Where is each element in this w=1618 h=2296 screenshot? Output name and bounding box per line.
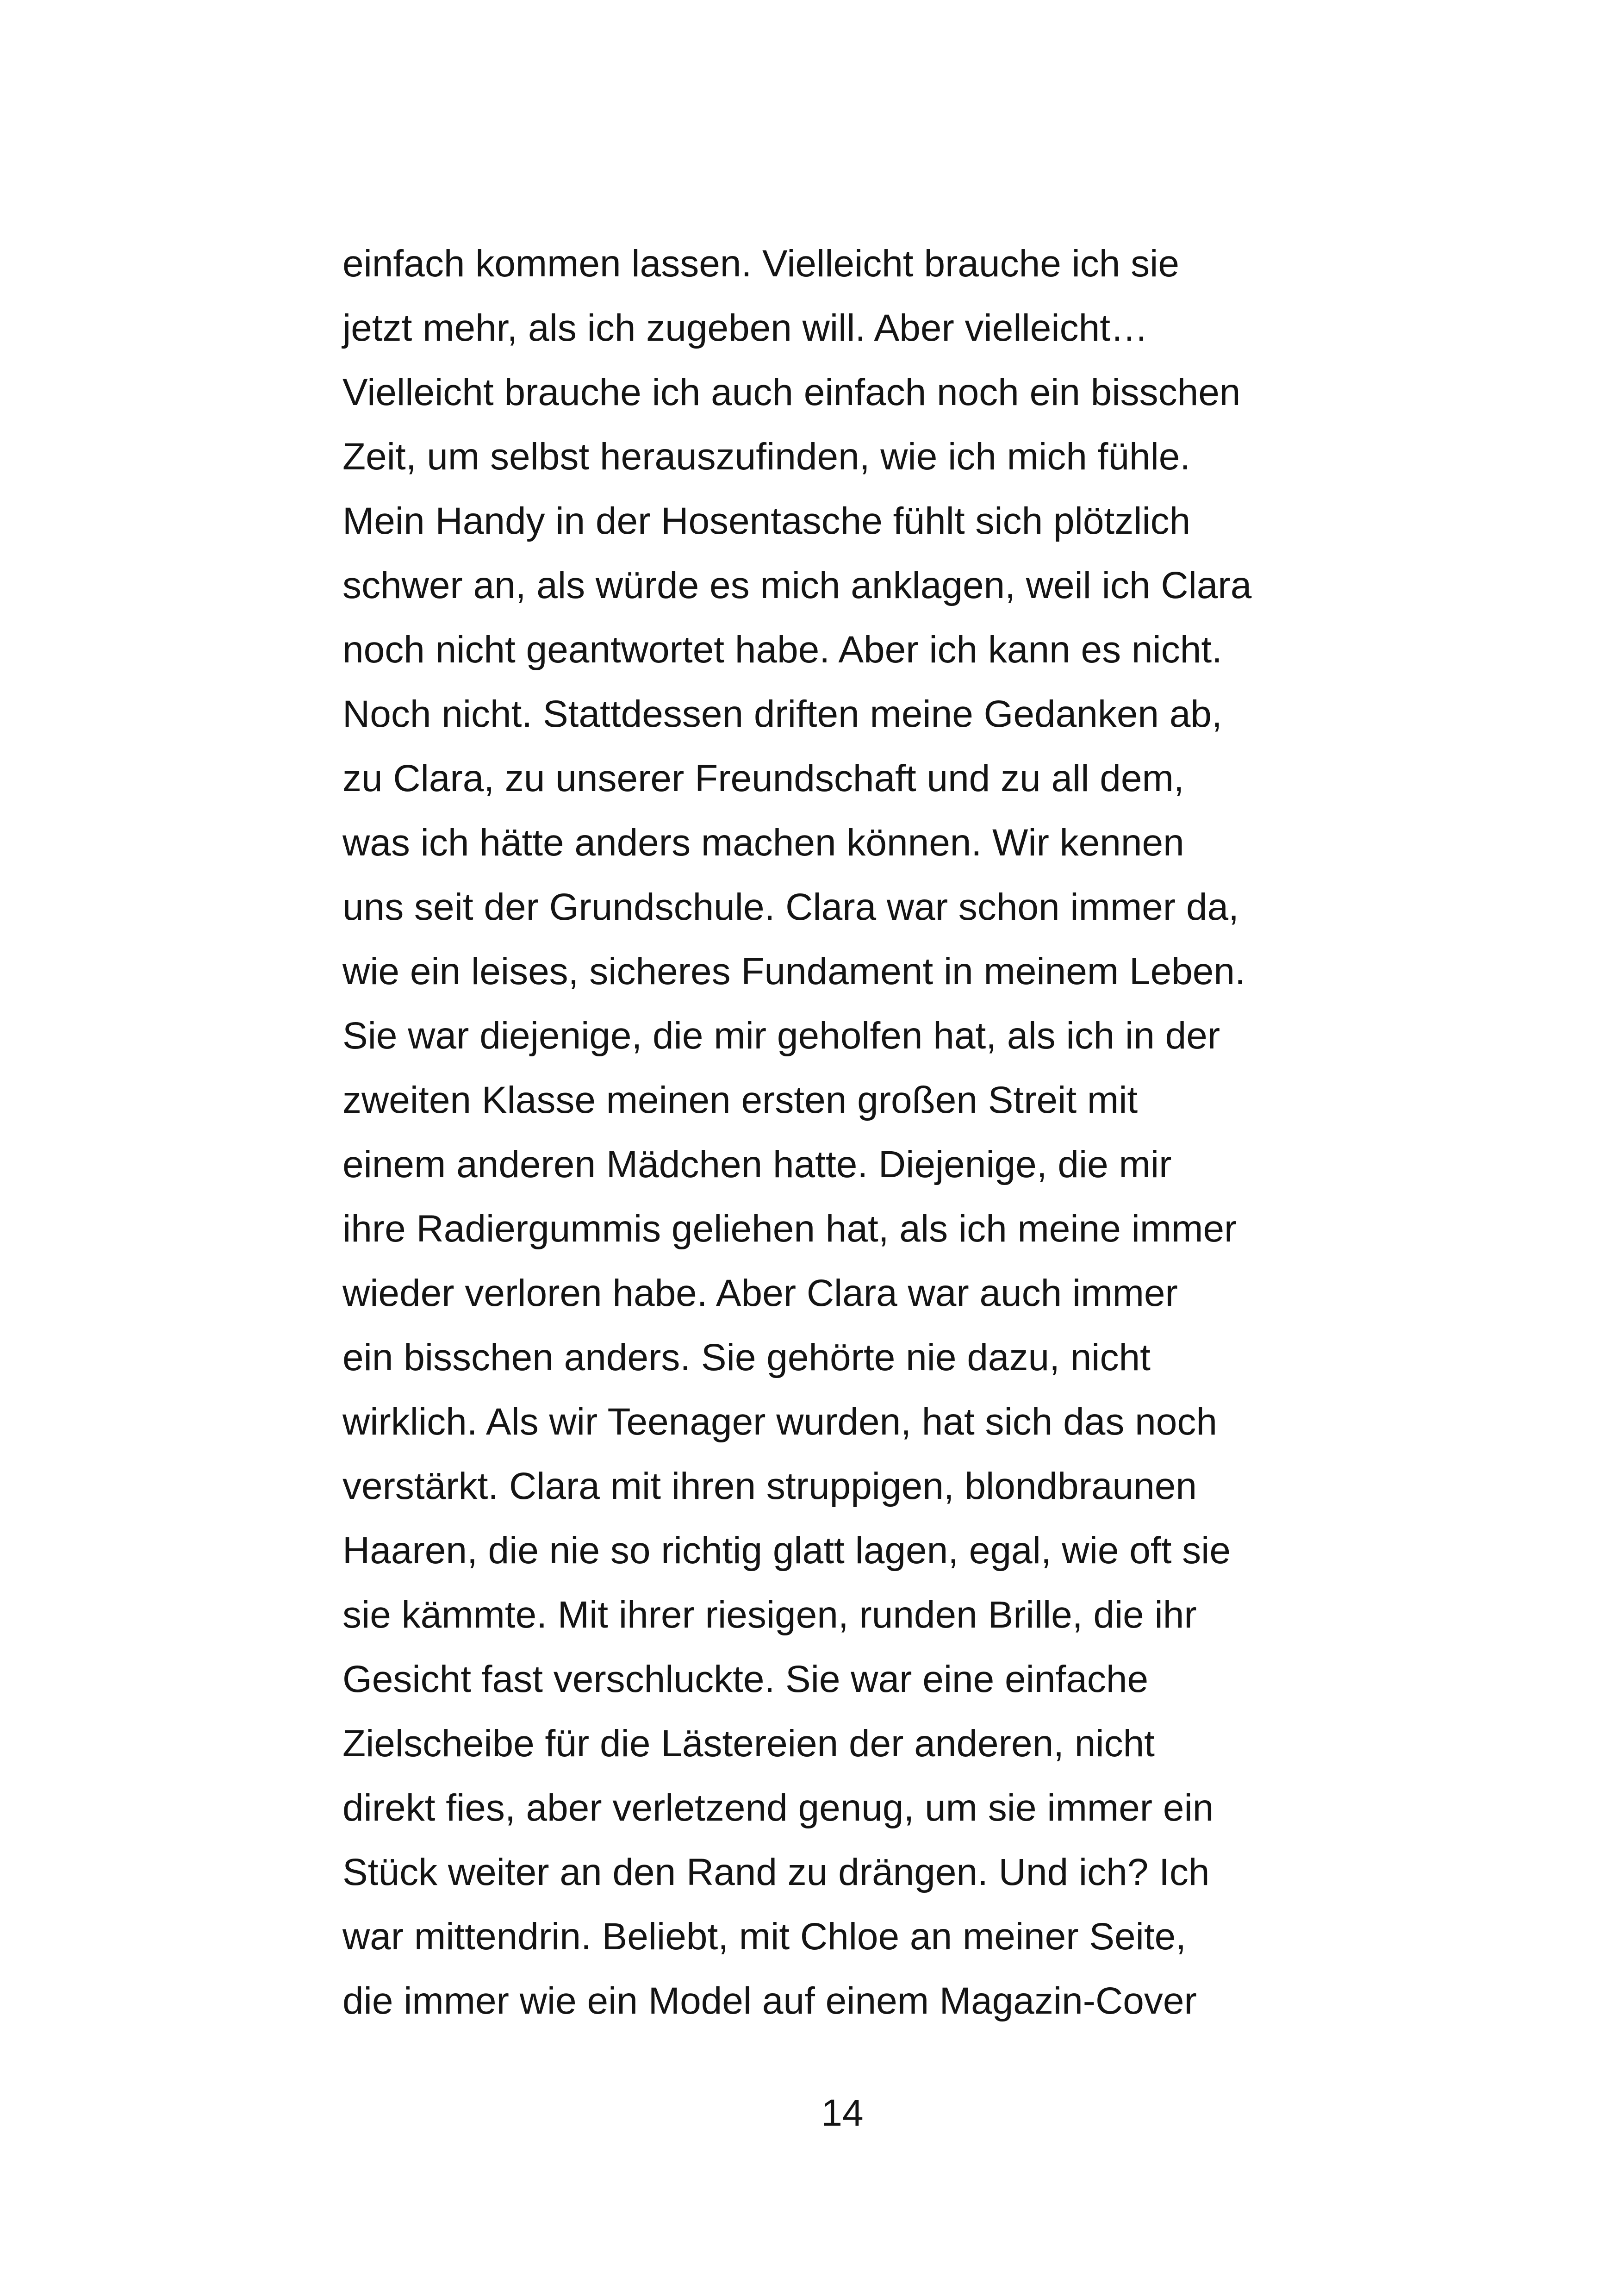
text-line: schwer an, als würde es mich anklagen, weil ich Clara [342, 564, 1252, 606]
text-line: Zielscheibe für die Lästereien der anderen, nicht [342, 1722, 1155, 1765]
text-line: Gesicht fast verschluckte. Sie war eine einfache [342, 1658, 1149, 1700]
text-line: war mittendrin. Beliebt, mit Chloe an meiner Seite, [342, 1915, 1187, 1958]
text-line: die immer wie ein Model auf einem Magazin-Cover [342, 1980, 1197, 2022]
text-line: Mein Handy in der Hosentasche fühlt sich plötzlich [342, 500, 1191, 542]
text-line: Zeit, um selbst herauszufinden, wie ich mich fühle. [342, 436, 1191, 478]
text-line: zweiten Klasse meinen ersten großen Streit mit [342, 1079, 1138, 1121]
text-line: Vielleicht brauche ich auch einfach noch ein bisschen [342, 371, 1241, 413]
text-line: wirklich. Als wir Teenager wurden, hat sich das noch [342, 1401, 1217, 1443]
text-line: Noch nicht. Stattdessen driften meine Gedanken ab, [342, 693, 1222, 735]
text-line: Sie war diejenige, die mir geholfen hat, als ich in der [342, 1015, 1220, 1057]
text-line: noch nicht geantwortet habe. Aber ich kann es nicht. [342, 629, 1222, 671]
text-line: wie ein leises, sicheres Fundament in meinem Leben. [342, 950, 1245, 992]
text-line: einem anderen Mädchen hatte. Diejenige, die mir [342, 1143, 1172, 1185]
body-text [342, 231, 1361, 2033]
text-line: einfach kommen lassen. Vielleicht brauche ich sie [342, 243, 1180, 285]
text-line: Haaren, die nie so richtig glatt lagen, egal, wie oft sie [342, 1529, 1231, 1572]
text-line: ein bisschen anders. Sie gehörte nie dazu, nicht [342, 1336, 1151, 1379]
text-line: wieder verloren habe. Aber Clara war auch immer [342, 1272, 1178, 1314]
text-line: Stück weiter an den Rand zu drängen. Und ich? Ich [342, 1851, 1210, 1893]
text-line: direkt fies, aber verletzend genug, um sie immer ein [342, 1787, 1214, 1829]
text-line: ihre Radiergummis geliehen hat, als ich meine immer [342, 1208, 1237, 1250]
text-line: jetzt mehr, als ich zugeben will. Aber vielleicht… [342, 307, 1149, 349]
text-line: was ich hätte anders machen können. Wir kennen [342, 822, 1184, 864]
text-line: uns seit der Grundschule. Clara war schon immer da, [342, 886, 1239, 928]
text-line: sie kämmte. Mit ihrer riesigen, runden Brille, die ihr [342, 1594, 1197, 1636]
text-line: verstärkt. Clara mit ihren struppigen, blondbraunen [342, 1465, 1197, 1507]
page-number: 14 [821, 2092, 864, 2134]
text-line: zu Clara, zu unserer Freundschaft und zu all dem, [342, 757, 1184, 799]
